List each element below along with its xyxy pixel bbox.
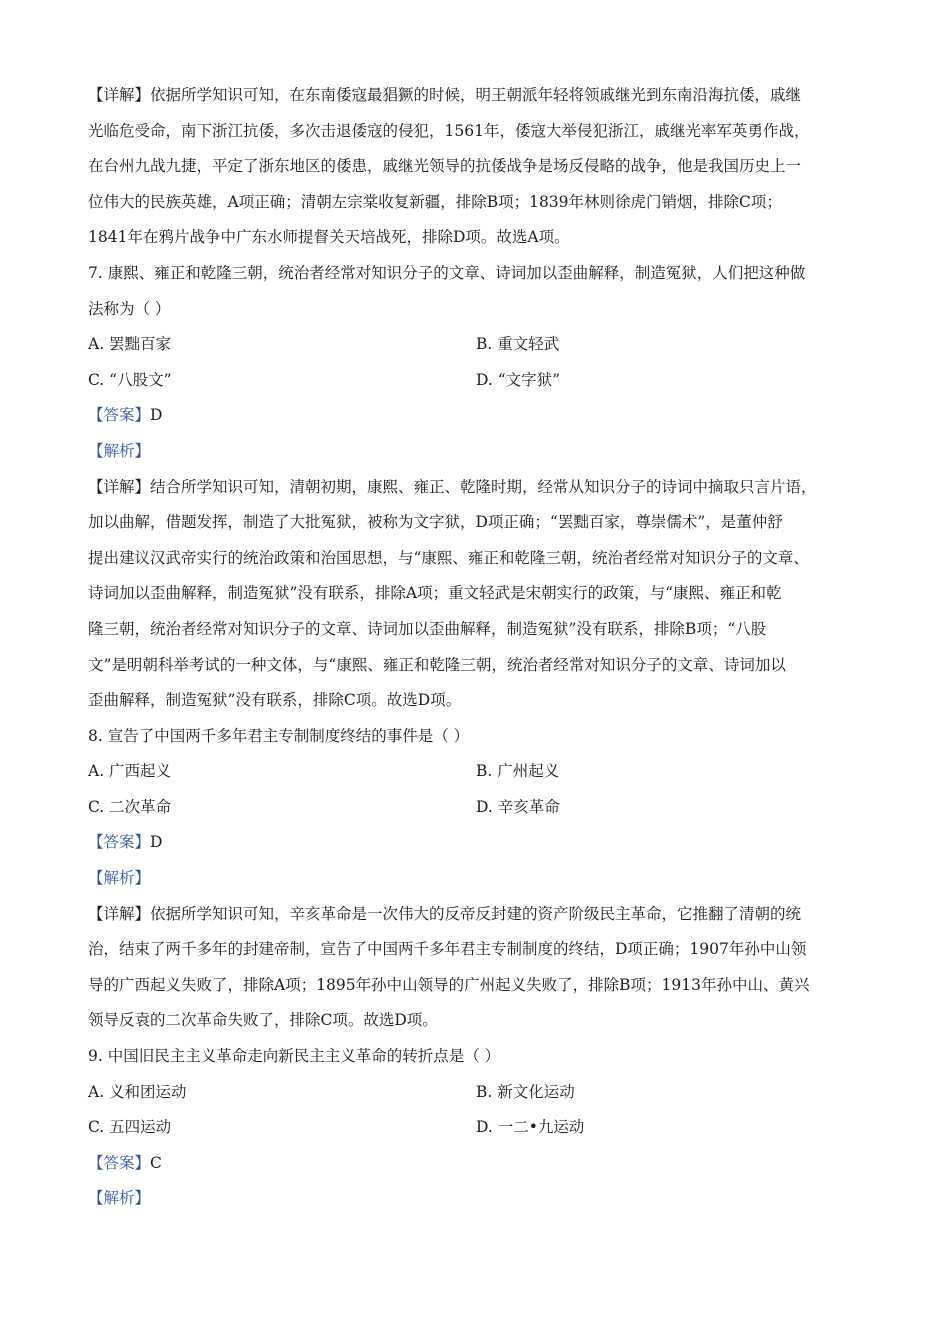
detail-line: 领导反袁的二次革命失败了，排除C项。故选D项。: [88, 1011, 438, 1030]
question-7-stem: 法称为（ ）: [88, 299, 171, 318]
answer-tag: 【答案】: [88, 406, 151, 425]
option-a: A. 罢黜百家: [88, 335, 172, 354]
answer-value: C: [150, 1153, 162, 1172]
option-c: C. “八股文”: [88, 370, 172, 389]
detail-line: 文”是明朝科举考试的一种文体，与“康熙、雍正和乾隆三朝，统治者经常对知识分子的文章、诗词加以: [88, 655, 786, 674]
question-9-options-row: [88, 1110, 866, 1146]
detail-tag: 【详解】: [88, 86, 151, 104]
analysis-line: [88, 434, 866, 470]
question-9-options-row: [88, 1075, 866, 1111]
answer-line: [88, 1146, 866, 1182]
option-b: B. 重文轻武: [476, 335, 560, 354]
question-7-options-row: [88, 363, 866, 399]
detail-line: 1841年在鸦片战争中广东水师提督关天培战死，排除D项。故选A项。: [88, 228, 570, 247]
detail-line: 【详解】依据所学知识可知，辛亥革命是一次伟大的反帝反封建的资产阶级民主革命，它推翻了清朝的统: [88, 904, 802, 923]
detail-line: 在台州九战九捷，平定了浙东地区的倭患，戚继光领导的抗倭战争是场反侵略的战争，他是我国历史上一: [88, 157, 802, 176]
analysis-line: [88, 861, 866, 897]
detail-tag: 【详解】: [88, 477, 151, 496]
answer-tag: 【答案】: [88, 1153, 151, 1172]
analysis-tag: 【解析】: [88, 441, 151, 460]
option-d: D. “文字狱”: [476, 370, 561, 389]
analysis-tag: 【解析】: [88, 869, 151, 888]
answer-line: [88, 398, 866, 434]
document-content: [88, 78, 866, 1217]
detail-line: 提出建议汉武帝实行的统治政策和治国思想，与“康熙、雍正和乾隆三朝，统治者经常对知识分子的文章、: [88, 548, 809, 567]
answer-value: D: [150, 406, 163, 425]
option-d: D. 一二•九运动: [476, 1118, 585, 1137]
option-c: C. 二次革命: [88, 797, 172, 816]
detail-line: 诗词加以歪曲解释，制造冤狱”没有联系，排除A项；重文轻武是宋朝实行的政策，与“康熙、雍正和乾: [88, 584, 782, 603]
answer-tag: 【答案】: [88, 833, 151, 852]
question-8-stem: 8. 宣告了中国两千多年君主专制制度终结的事件是（ ）: [88, 726, 470, 745]
option-d: D. 辛亥革命: [476, 797, 560, 816]
question-9-stem: 9. 中国旧民主主义革命走向新民主主义革命的转折点是（ ）: [88, 1047, 501, 1066]
option-c: C. 五四运动: [88, 1118, 172, 1137]
option-b: B. 广州起义: [476, 762, 560, 781]
question-7-options-row: [88, 327, 866, 363]
option-a: A. 义和团运动: [88, 1082, 187, 1101]
detail-line: 歪曲解释，制造冤狱”没有联系，排除C项。故选D项。: [88, 691, 462, 710]
detail-line: 加以曲解，借题发挥，制造了大批冤狱，被称为文字狱，D项正确；“罢黜百家，尊崇儒术”，是董仲舒: [88, 513, 783, 532]
analysis-line: [88, 1181, 866, 1217]
detail-line: 位伟大的民族英雄，A项正确；清朝左宗棠收复新疆，排除B项；1839年林则徐虎门销烟，排除C项；: [88, 192, 782, 211]
answer-value: D: [150, 833, 163, 852]
detail-line: 治，结束了两千多年的封建帝制，宣告了中国两千多年君主专制制度的终结，D项正确；1907年孙中山领: [88, 940, 807, 959]
option-b: B. 新文化运动: [476, 1082, 575, 1101]
option-a: A. 广西起义: [88, 762, 172, 781]
detail-line: 光临危受命，南下浙江抗倭，多次击退倭寇的侵犯，1561年，倭寇大举侵犯浙江，戚继光率军英勇作战，: [88, 121, 810, 140]
detail-tag: 【详解】: [88, 904, 151, 923]
question-8-options-row: [88, 754, 866, 790]
answer-line: [88, 825, 866, 861]
question-8-options-row: [88, 790, 866, 826]
question-7-stem: 7. 康熙、雍正和乾隆三朝，统治者经常对知识分子的文章、诗词加以歪曲解释，制造冤狱，人们把这种做: [88, 263, 806, 282]
detail-line: 【详解】结合所学知识可知，清朝初期，康熙、雍正、乾隆时期，经常从知识分子的诗词中摘取只言片语，: [88, 477, 817, 496]
detail-line: 导的广西起义失败了，排除A项；1895年孙中山领导的广州起义失败了，排除B项；1913年孙中山、黄兴: [88, 975, 810, 994]
analysis-tag: 【解析】: [88, 1189, 151, 1208]
detail-line: 隆三朝，统治者经常对知识分子的文章、诗词加以歪曲解释，制造冤狱”没有联系，排除B项；“八股: [88, 619, 767, 638]
detail-line: 【详解】依据所学知识可知，在东南倭寇最猖獗的时候，明王朝派年轻将领戚继光到东南沿海抗倭，戚继: [88, 86, 802, 104]
